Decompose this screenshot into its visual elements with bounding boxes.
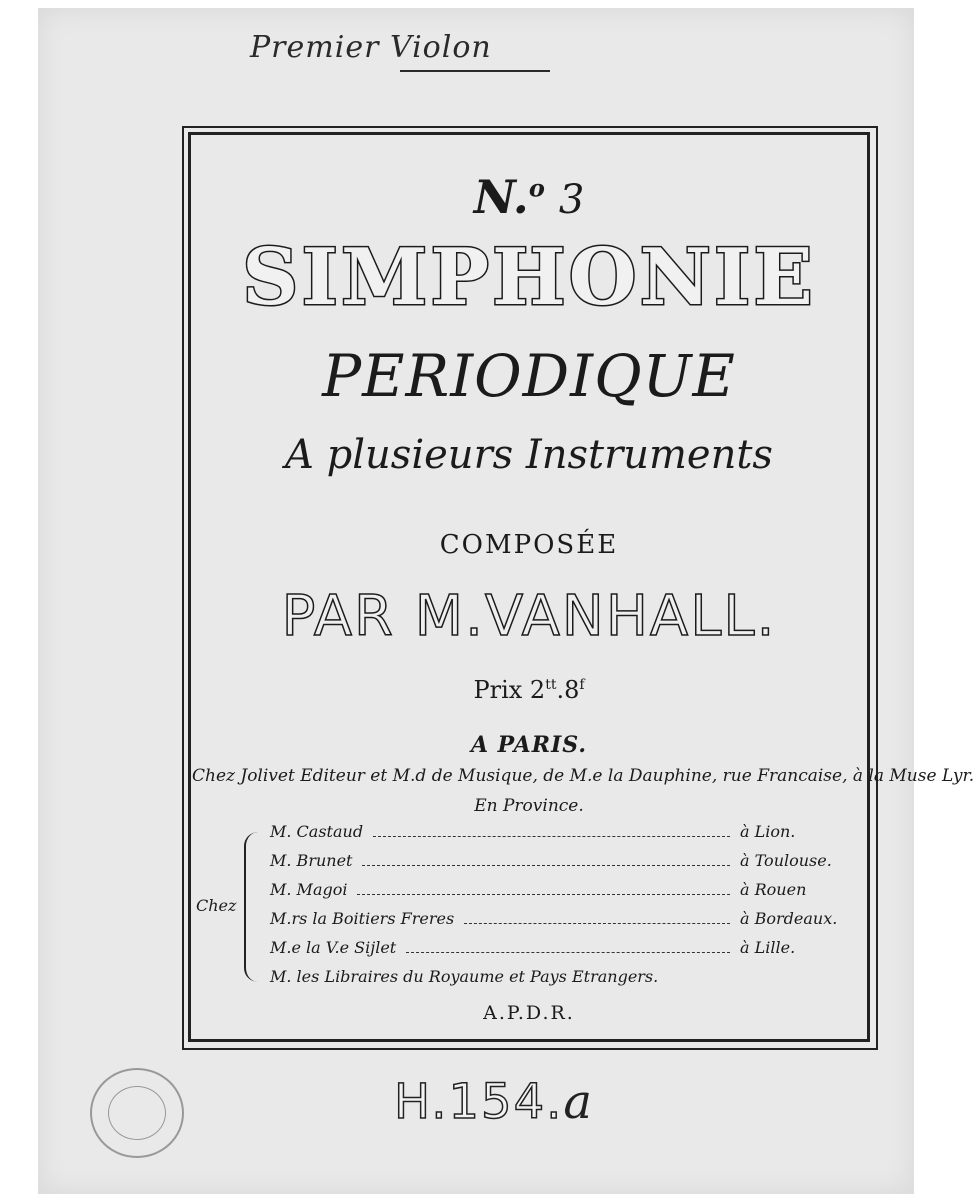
- publisher-line: Chez Jolivet Editeur et M.d de Musique, de M.e la Dauphine, rue Francaise, à la Muse Lyr.: [192, 766, 974, 786]
- annotation-underline: [400, 70, 550, 72]
- seller-brace: [244, 832, 262, 982]
- main-title: SIMPHONIE: [242, 232, 816, 323]
- privilege-mark: A.P.D.R.: [483, 1002, 575, 1024]
- price-sup-1: tt: [545, 677, 557, 693]
- composed-label: COMPOSÉE: [439, 530, 619, 560]
- library-stamp: [90, 1068, 184, 1158]
- price-mid: .8: [556, 676, 580, 704]
- handwritten-part-annotation: [250, 30, 492, 65]
- seller-row: [270, 938, 860, 967]
- seller-row: [270, 909, 860, 938]
- shelfmark-handwritten: a: [563, 1074, 595, 1130]
- dotted-leader: [357, 884, 730, 895]
- seller-list: [270, 822, 860, 996]
- seller-name: M. Castaud: [270, 822, 364, 841]
- publication-city: A PARIS.: [470, 732, 588, 758]
- seller-row: [270, 880, 860, 909]
- instruments-line: A plusieurs Instruments: [285, 432, 773, 478]
- subtitle: PERIODIQUE: [322, 342, 736, 410]
- seller-name: M. les Libraires du Royaume et Pays Etrangers.: [270, 967, 659, 986]
- chez-label: Chez: [196, 896, 237, 915]
- seller-name: M.rs la Boitiers Freres: [270, 909, 455, 928]
- library-stamp-inner-ring: [108, 1086, 166, 1140]
- title-page-content: [188, 132, 974, 1042]
- shelfmark: [394, 1074, 594, 1130]
- opus-number: [188, 170, 870, 224]
- seller-row: [270, 822, 860, 851]
- composer-line: PAR M.VANHALL.: [281, 584, 777, 649]
- price-sup-2: f: [579, 677, 585, 693]
- dotted-leader: [373, 826, 730, 837]
- province-label: En Province.: [474, 796, 584, 816]
- seller-row: [270, 967, 860, 996]
- seller-city: à Toulouse.: [740, 851, 832, 870]
- annotation-text: Premier Violon: [250, 30, 492, 65]
- number-superscript: o: [528, 173, 545, 203]
- shelfmark-printed: H.154.: [394, 1074, 564, 1130]
- seller-name: M. Magoi: [270, 880, 348, 899]
- price-prefix: Prix 2: [473, 676, 546, 704]
- seller-city: à Lille.: [740, 938, 796, 957]
- dotted-leader: [406, 942, 730, 953]
- price-line: [188, 676, 870, 704]
- number-prefix: N.: [473, 170, 529, 224]
- handwritten-number: 3: [558, 177, 585, 223]
- seller-city: à Rouen: [740, 880, 807, 899]
- dotted-leader: [464, 913, 730, 924]
- dotted-leader: [362, 855, 730, 866]
- title-page-sheet: [38, 8, 974, 1194]
- seller-city: à Lion.: [740, 822, 796, 841]
- seller-name: M. Brunet: [270, 851, 353, 870]
- seller-city: à Bordeaux.: [740, 909, 838, 928]
- seller-name: M.e la V.e Sijlet: [270, 938, 397, 957]
- seller-row: [270, 851, 860, 880]
